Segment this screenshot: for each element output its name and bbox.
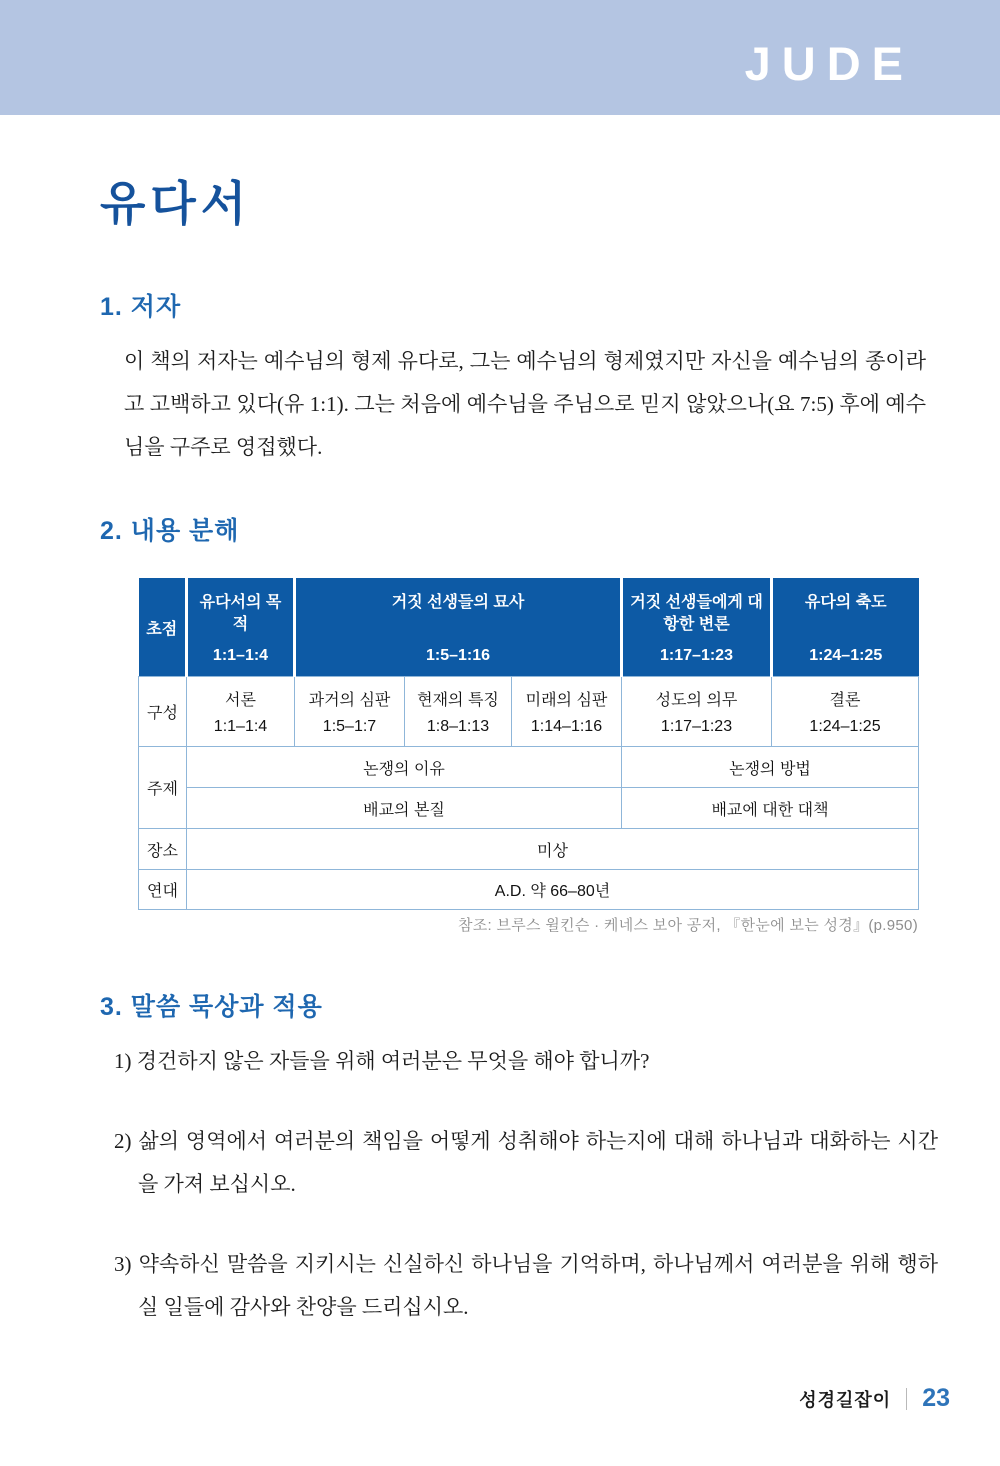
structure-cell: 결론 1:24–1:25 xyxy=(772,677,919,747)
header-cell-doxology xyxy=(772,578,919,677)
theme-cell-right: 배교에 대한 대책 xyxy=(622,788,919,829)
page-number: 23 xyxy=(922,1384,950,1412)
theme-cell-left: 배교의 본질 xyxy=(187,788,622,829)
header-range: 1:1–1:4 xyxy=(212,647,269,664)
row-label-theme: 주제 xyxy=(139,747,187,829)
header-cell-false-teachers xyxy=(295,578,622,677)
header-title: 거짓 선생들의 묘사 xyxy=(391,594,525,611)
section-heading-application: 3. 말씀 묵상과 적용 xyxy=(100,993,323,1021)
table-header-row xyxy=(139,578,919,677)
header-cell-focus: 초점 xyxy=(139,578,187,677)
section-heading-outline: 2. 내용 분해 xyxy=(100,517,240,545)
table-row-theme-2 xyxy=(139,788,919,829)
theme-cell-right: 논쟁의 방법 xyxy=(622,747,919,788)
header-range: 1:24–1:25 xyxy=(809,647,883,664)
application-item-3: 3) 약속하신 말씀을 지키시는 신실하신 하나님을 기억하며, 하나님께서 여러분을 위해 행하실 일들에 감사와 찬양을 드리십시오. xyxy=(114,1252,938,1319)
date-value: A.D. 약 66–80년 xyxy=(187,870,919,910)
header-range: 1:17–1:23 xyxy=(660,647,733,664)
header-range: 1:5–1:16 xyxy=(425,647,491,664)
header-title: 거짓 선생들에게 대항한 변론 xyxy=(630,594,763,634)
theme-cell-left: 논쟁의 이유 xyxy=(187,747,622,788)
page-title: 유다서 xyxy=(100,177,252,230)
footer-brand: 성경길잡이 xyxy=(799,1389,892,1410)
structure-cell: 서론 1:1–1:4 xyxy=(187,677,295,747)
header-title: 유다의 축도 xyxy=(804,594,887,611)
footer-divider xyxy=(906,1388,907,1410)
row-label-place: 장소 xyxy=(139,829,187,870)
structure-cell: 현재의 특징 1:8–1:13 xyxy=(405,677,512,747)
source-reference: 참조: 브루스 윌킨슨 · 케네스 보아 공저, 『한눈에 보는 성경』(p.950) xyxy=(457,917,918,934)
book-name-english: JUDE xyxy=(744,37,914,90)
outline-table-container xyxy=(138,578,918,910)
structure-cell: 성도의 의무 1:17–1:23 xyxy=(622,677,772,747)
application-item-1: 1) 경건하지 않은 자들을 위해 여러분은 무엇을 해야 합니까? xyxy=(114,1049,650,1073)
outline-table xyxy=(138,578,919,910)
application-item-2: 2) 삶의 영역에서 여러분의 책임을 어떻게 성취해야 하는지에 대해 하나님과 대화하는 시간을 가져 보십시오. xyxy=(114,1129,938,1196)
table-row-structure xyxy=(139,677,919,747)
table-row-date xyxy=(139,870,919,910)
section-heading-author: 1. 저자 xyxy=(100,293,182,321)
row-label-date: 연대 xyxy=(139,870,187,910)
header-cell-purpose xyxy=(187,578,295,677)
table-row-place xyxy=(139,829,919,870)
page-footer xyxy=(799,1384,950,1413)
header-cell-defense xyxy=(622,578,772,677)
author-paragraph: 이 책의 저자는 예수님의 형제 유다로, 그는 예수님의 형제였지만 자신을 예수님의 종이라고 고백하고 있다(유 1:1). 그는 처음에 예수님을 주님으로 믿지 않았으나(요 7:5) 후에 예수님을 구주로 영접했다. xyxy=(124,349,926,459)
table-row-theme-1 xyxy=(139,747,919,788)
structure-cell: 미래의 심판 1:14–1:16 xyxy=(512,677,622,747)
row-label-structure: 구성 xyxy=(139,677,187,747)
application-list xyxy=(114,1040,938,1366)
header-title: 유다서의 목적 xyxy=(199,594,282,634)
structure-cell: 과거의 심판 1:5–1:7 xyxy=(295,677,405,747)
place-value: 미상 xyxy=(187,829,919,870)
